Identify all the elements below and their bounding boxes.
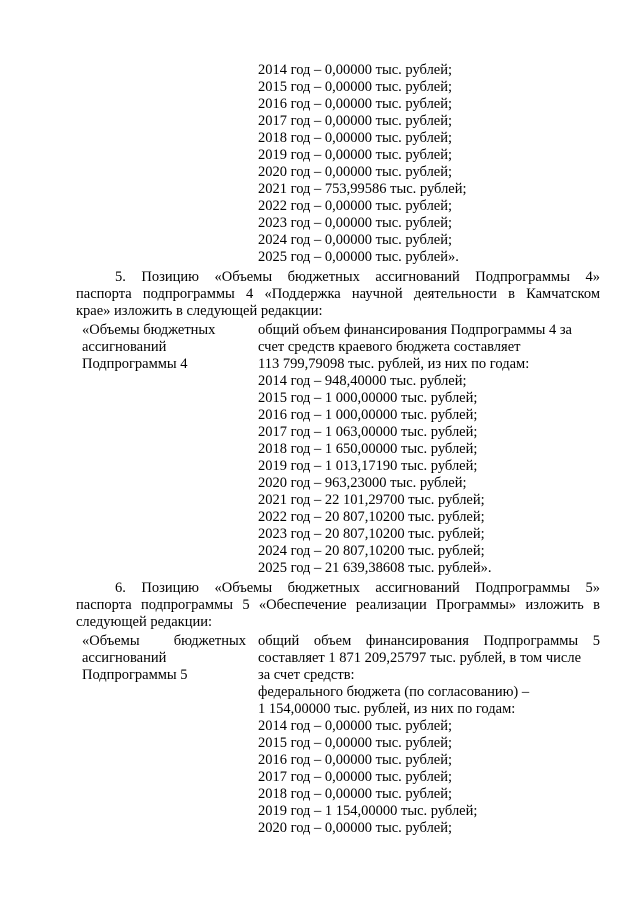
year-line: 2022 год – 20 807,10200 тыс. рублей; xyxy=(258,509,485,525)
right-cell-line: федерального бюджета (по согласованию) – xyxy=(258,684,530,700)
year-line: 2018 год – 0,00000 тыс. рублей; xyxy=(258,786,453,802)
year-line: 2015 год – 0,00000 тыс. рублей; xyxy=(258,735,453,751)
year-line: 2019 год – 0,00000 тыс. рублей; xyxy=(258,147,453,163)
year-line: 2019 год – 1 013,17190 тыс. рублей; xyxy=(258,458,478,474)
year-line: 2023 год – 0,00000 тыс. рублей; xyxy=(258,215,453,231)
year-line: 2024 год – 0,00000 тыс. рублей; xyxy=(258,232,453,248)
right-cell-line: за счет средств: xyxy=(258,667,355,683)
left-cell-line: ассигнований xyxy=(82,339,167,355)
right-cell-line: счет средств краевого бюджета составляет xyxy=(258,339,521,355)
paragraph-line: 5. Позицию «Объемы бюджетных ассигнований Подпрограммы 4» xyxy=(115,269,600,285)
year-line: 2018 год – 0,00000 тыс. рублей; xyxy=(258,130,453,146)
year-line: 2021 год – 22 101,29700 тыс. рублей; xyxy=(258,492,485,508)
year-line: 2022 год – 0,00000 тыс. рублей; xyxy=(258,198,453,214)
right-cell-line: 1 154,00000 тыс. рублей, из них по годам: xyxy=(258,701,516,717)
year-line: 2014 год – 948,40000 тыс. рублей; xyxy=(258,373,467,389)
year-line: 2015 год – 1 000,00000 тыс. рублей; xyxy=(258,390,478,406)
year-line: 2015 год – 0,00000 тыс. рублей; xyxy=(258,79,453,95)
paragraph-line: паспорта подпрограммы 4 «Поддержка научной деятельности в Камчатском xyxy=(76,286,600,302)
year-line: 2020 год – 0,00000 тыс. рублей; xyxy=(258,164,453,180)
right-cell-line: 113 799,79098 тыс. рублей, из них по годам: xyxy=(258,356,530,372)
year-line: 2020 год – 0,00000 тыс. рублей; xyxy=(258,820,453,836)
year-line: 2021 год – 753,99586 тыс. рублей; xyxy=(258,181,467,197)
paragraph-line: крае» изложить в следующей редакции: xyxy=(76,303,323,319)
paragraph-line: 6. Позицию «Объемы бюджетных ассигнований Подпрограммы 5» xyxy=(115,580,600,596)
year-line: 2017 год – 0,00000 тыс. рублей; xyxy=(258,769,453,785)
paragraph-line: следующей редакции: xyxy=(76,614,213,630)
year-line: 2017 год – 0,00000 тыс. рублей; xyxy=(258,113,453,129)
left-cell-line: «Объемы бюджетных xyxy=(82,633,246,649)
year-line: 2024 год – 20 807,10200 тыс. рублей; xyxy=(258,543,485,559)
year-line: 2016 год – 1 000,00000 тыс. рублей; xyxy=(258,407,478,423)
year-line: 2014 год – 0,00000 тыс. рублей; xyxy=(258,62,453,78)
right-cell-line: общий объем финансирования Подпрограммы 4 за xyxy=(258,322,572,338)
year-line: 2025 год – 21 639,38608 тыс. рублей». xyxy=(258,560,492,576)
year-line: 2020 год – 963,23000 тыс. рублей; xyxy=(258,475,467,491)
year-line: 2023 год – 20 807,10200 тыс. рублей; xyxy=(258,526,485,542)
year-line: 2019 год – 1 154,00000 тыс. рублей; xyxy=(258,803,478,819)
left-cell-line: Подпрограммы 4 xyxy=(82,356,188,372)
left-cell-line: «Объемы бюджетных xyxy=(82,322,216,338)
right-cell-line: общий объем финансирования Подпрограммы 5 xyxy=(258,633,600,649)
left-cell-line: ассигнований xyxy=(82,650,167,666)
year-line: 2016 год – 0,00000 тыс. рублей; xyxy=(258,96,453,112)
year-line: 2016 год – 0,00000 тыс. рублей; xyxy=(258,752,453,768)
year-line: 2025 год – 0,00000 тыс. рублей». xyxy=(258,249,459,265)
year-line: 2017 год – 1 063,00000 тыс. рублей; xyxy=(258,424,478,440)
paragraph-line: паспорта подпрограммы 5 «Обеспечение реализации Программы» изложить в xyxy=(76,597,600,613)
year-line: 2018 год – 1 650,00000 тыс. рублей; xyxy=(258,441,478,457)
year-line: 2014 год – 0,00000 тыс. рублей; xyxy=(258,718,453,734)
right-cell-line: составляет 1 871 209,25797 тыс. рублей, в том числе xyxy=(258,650,582,666)
left-cell-line: Подпрограммы 5 xyxy=(82,667,188,683)
